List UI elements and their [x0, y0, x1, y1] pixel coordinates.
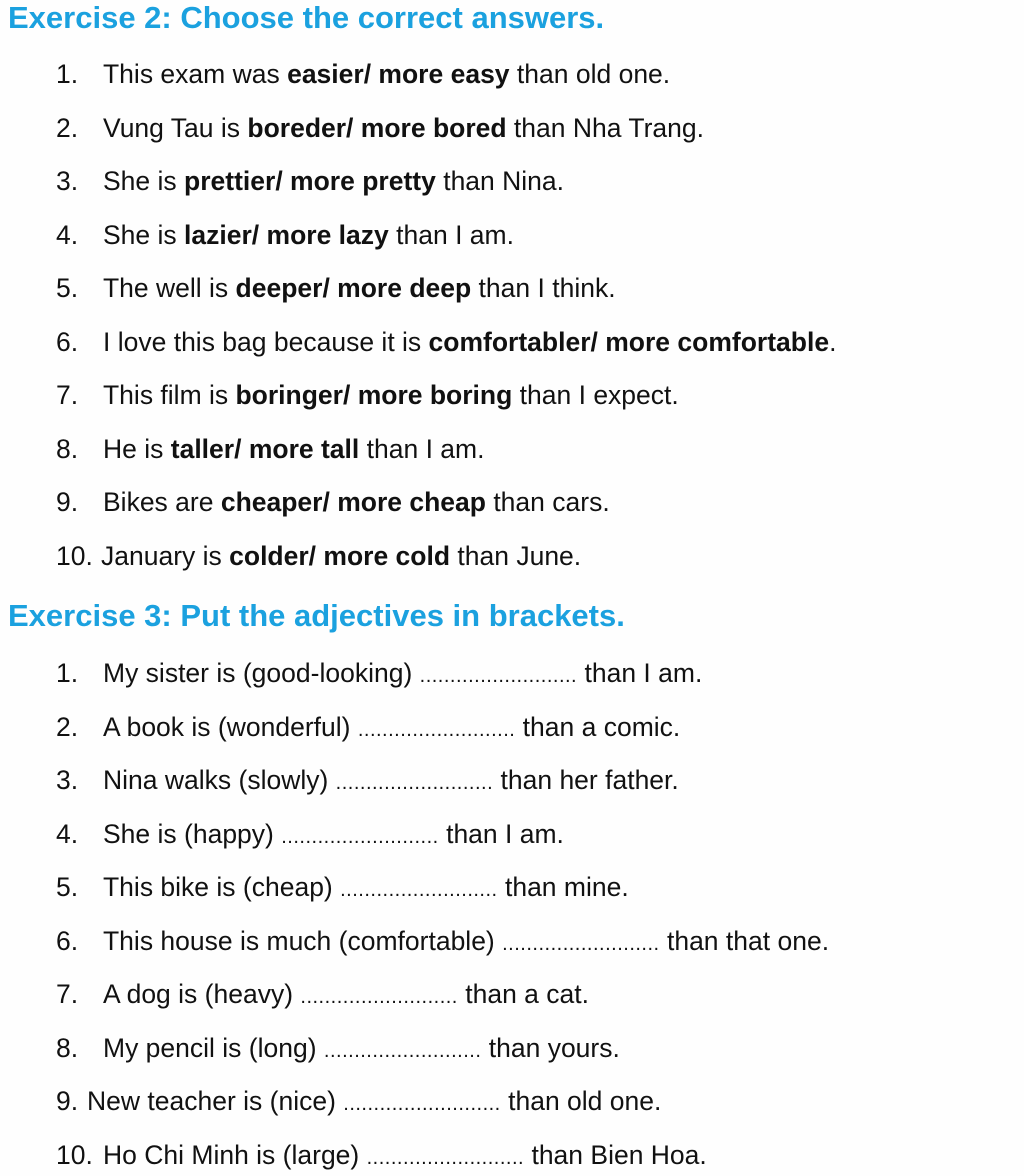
item-text — [103, 762, 679, 801]
item-text — [101, 538, 581, 574]
item-text-before: A book is (wonderful) — [103, 711, 358, 742]
item-text-before: A dog is (heavy) — [103, 979, 301, 1009]
item-number: 1. — [56, 59, 79, 89]
item-text-after: than I think. — [471, 273, 616, 303]
item-text-before: New teacher is (nice) — [87, 1086, 344, 1116]
item-text — [103, 816, 564, 855]
item-text-before: I love this bag because it is — [103, 326, 429, 357]
item-number: 6. — [56, 925, 79, 956]
item-text-before: She is (happy) — [103, 818, 282, 849]
item-text — [103, 1030, 620, 1069]
answer-blank: .......................... — [419, 665, 578, 687]
item-number: 4. — [56, 818, 79, 849]
item-number: 6. — [56, 326, 79, 357]
answer-blank: .......................... — [335, 772, 494, 794]
item-text-before: This house is much (comfortable) — [103, 925, 503, 956]
item-text-after: than cars. — [485, 487, 610, 517]
item-text-before: Vung Tau is — [103, 112, 248, 143]
item-text-before: She is — [103, 166, 185, 196]
item-number: 9. — [56, 487, 79, 517]
item-text-after: than June. — [450, 540, 582, 571]
answer-blank: .......................... — [281, 825, 439, 848]
item-text-after: than I expect. — [512, 380, 679, 410]
item-text — [87, 1083, 661, 1122]
item-text-before: Bikes are — [103, 487, 221, 517]
answer-blank: .......................... — [357, 718, 516, 741]
item-text-before: This bike is (cheap) — [103, 872, 341, 902]
exercise-3-heading: Exercise 3: Put the adjectives in brackets. — [8, 598, 625, 633]
item-text — [103, 869, 629, 908]
item-number: 2. — [56, 711, 79, 742]
answer-choices: comfortabler/ more comfortable — [428, 326, 830, 357]
item-text-after: than I am. — [388, 219, 514, 250]
item-text-after: than a comic. — [515, 711, 681, 742]
item-text-after: than I am. — [577, 658, 703, 688]
item-number: 10. — [56, 540, 93, 571]
item-text-after: than Bien Hoa. — [524, 1139, 707, 1170]
item-text-after: than old one. — [509, 59, 671, 89]
answer-blank: .......................... — [300, 986, 458, 1008]
item-number: 3. — [56, 765, 79, 795]
answer-choices: deeper/ more deep — [235, 273, 472, 303]
answer-choices: prettier/ more pretty — [184, 166, 436, 196]
item-text — [103, 377, 679, 413]
item-text-before: She is — [103, 219, 185, 250]
item-text — [103, 431, 484, 467]
item-text — [103, 110, 704, 146]
answer-choices: colder/ more cold — [229, 540, 451, 571]
item-number: 5. — [56, 273, 79, 303]
item-number: 7. — [56, 380, 79, 410]
item-number: 9. — [56, 1086, 79, 1116]
item-text-after: . — [829, 326, 837, 357]
answer-blank: .......................... — [366, 1146, 525, 1169]
item-text-before: Nina walks (slowly) — [103, 765, 336, 795]
item-number: 7. — [56, 979, 79, 1009]
answer-blank: .......................... — [502, 932, 660, 955]
item-text-before: He is — [103, 433, 171, 464]
item-text-after: than Nina. — [435, 166, 565, 196]
item-text-before: My pencil is (long) — [103, 1032, 324, 1063]
answer-blank: .......................... — [340, 879, 498, 901]
item-text-before: The well is — [103, 273, 236, 303]
item-number: 5. — [56, 872, 79, 902]
item-number: 2. — [56, 112, 79, 143]
item-text-after: than yours. — [481, 1032, 620, 1063]
item-text — [103, 709, 680, 748]
answer-choices: cheaper/ more cheap — [220, 487, 486, 517]
item-text — [103, 655, 702, 694]
item-text-before: My sister is (good-looking) — [103, 658, 420, 688]
item-number: 1. — [56, 658, 79, 688]
answer-choices: boringer/ more boring — [235, 380, 513, 410]
item-text — [103, 270, 616, 306]
item-text-after: than Nha Trang. — [506, 112, 704, 143]
item-number: 8. — [56, 433, 79, 464]
answer-choices: taller/ more tall — [170, 433, 360, 464]
item-number: 10. — [56, 1139, 93, 1170]
item-text-after: than I am. — [359, 433, 485, 464]
item-text-after: than a cat. — [457, 979, 589, 1009]
item-number: 4. — [56, 219, 79, 250]
item-text-before: Ho Chi Minh is (large) — [103, 1139, 367, 1170]
item-text — [103, 56, 670, 92]
item-text — [103, 923, 829, 962]
answer-choices: boreder/ more bored — [247, 112, 507, 143]
item-text — [103, 1137, 707, 1176]
answer-blank: .......................... — [343, 1093, 501, 1115]
item-text — [103, 163, 564, 199]
item-text-after: than I am. — [438, 818, 564, 849]
exercise-2-heading: Exercise 2: Choose the correct answers. — [8, 0, 605, 35]
item-text-after: than her father. — [493, 765, 679, 795]
item-text-before: This exam was — [103, 59, 288, 89]
item-text — [103, 324, 836, 360]
answer-choices: easier/ more easy — [287, 59, 510, 89]
item-text-after: than that one. — [659, 925, 830, 956]
item-text-before: This film is — [103, 380, 236, 410]
item-text-after: than old one. — [500, 1086, 662, 1116]
item-number: 3. — [56, 166, 79, 196]
item-text — [103, 217, 514, 253]
item-text — [103, 484, 610, 520]
answer-choices: lazier/ more lazy — [184, 219, 389, 250]
item-text-after: than mine. — [497, 872, 629, 902]
item-number: 8. — [56, 1032, 79, 1063]
item-text — [103, 976, 589, 1015]
answer-blank: .......................... — [323, 1039, 482, 1062]
item-text-before: January is — [101, 540, 230, 571]
